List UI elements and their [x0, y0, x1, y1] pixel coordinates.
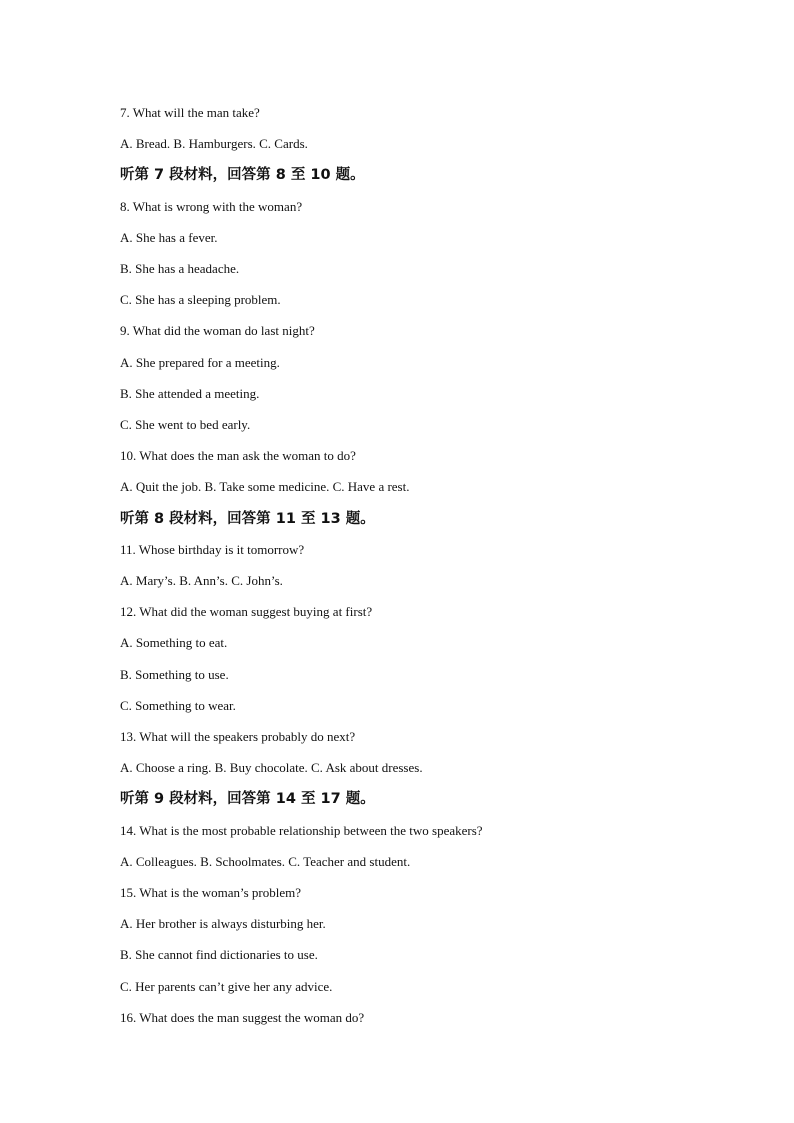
- question-text: 10. What does the man ask the woman to do?: [120, 448, 356, 464]
- question-text: 14. What is the most probable relationship between the two speakers?: [120, 822, 483, 838]
- section-heading: 听第 9 段材料，回答第 14 至 17 题。: [120, 791, 375, 808]
- answer-option: B. She attended a meeting.: [120, 385, 260, 401]
- question-text: 7. What will the man take?: [120, 105, 260, 120]
- question-text: 15. What is the woman’s problem?: [120, 885, 302, 900]
- question-text: 8. What is wrong with the woman?: [120, 198, 303, 214]
- answer-option: C. Something to wear.: [120, 697, 236, 713]
- answer-option: C. Her parents can’t give her any advice.: [120, 978, 333, 994]
- answer-option: C. She went to bed early.: [120, 417, 251, 432]
- question-text: 16. What does the man suggest the woman do?: [120, 1009, 365, 1025]
- answer-options-row: A. Colleagues. B. Schoolmates. C. Teacher and student.: [120, 853, 411, 869]
- answer-option: A. She prepared for a meeting.: [120, 354, 280, 370]
- question-text: 11. Whose birthday is it tomorrow?: [120, 541, 305, 557]
- answer-option: A. She has a fever.: [120, 229, 218, 245]
- section-heading: 听第 8 段材料，回答第 11 至 13 题。: [120, 510, 375, 527]
- answer-option: A. Something to eat.: [120, 635, 228, 651]
- answer-option: A. Her brother is always disturbing her.: [120, 916, 326, 932]
- answer-options-row: A. Choose a ring. B. Buy chocolate. C. Ask about dresses.: [120, 760, 423, 776]
- answer-option: C. She has a sleeping problem.: [120, 292, 281, 308]
- question-text: 9. What did the woman do last night?: [120, 323, 315, 339]
- answer-options-row: A. Quit the job. B. Take some medicine. C. Have a rest.: [120, 479, 410, 495]
- answer-option: B. She has a headache.: [120, 261, 240, 276]
- question-text: 13. What will the speakers probably do next?: [120, 729, 356, 744]
- section-heading: 听第 7 段材料，回答第 8 至 10 题。: [120, 167, 365, 184]
- answer-options-row: A. Bread. B. Hamburgers. C. Cards.: [120, 136, 308, 152]
- question-text: 12. What did the woman suggest buying at first?: [120, 604, 373, 620]
- answer-option: B. She cannot find dictionaries to use.: [120, 947, 318, 963]
- answer-option: B. Something to use.: [120, 666, 229, 682]
- answer-options-row: A. Mary’s. B. Ann’s. C. John’s.: [120, 573, 283, 588]
